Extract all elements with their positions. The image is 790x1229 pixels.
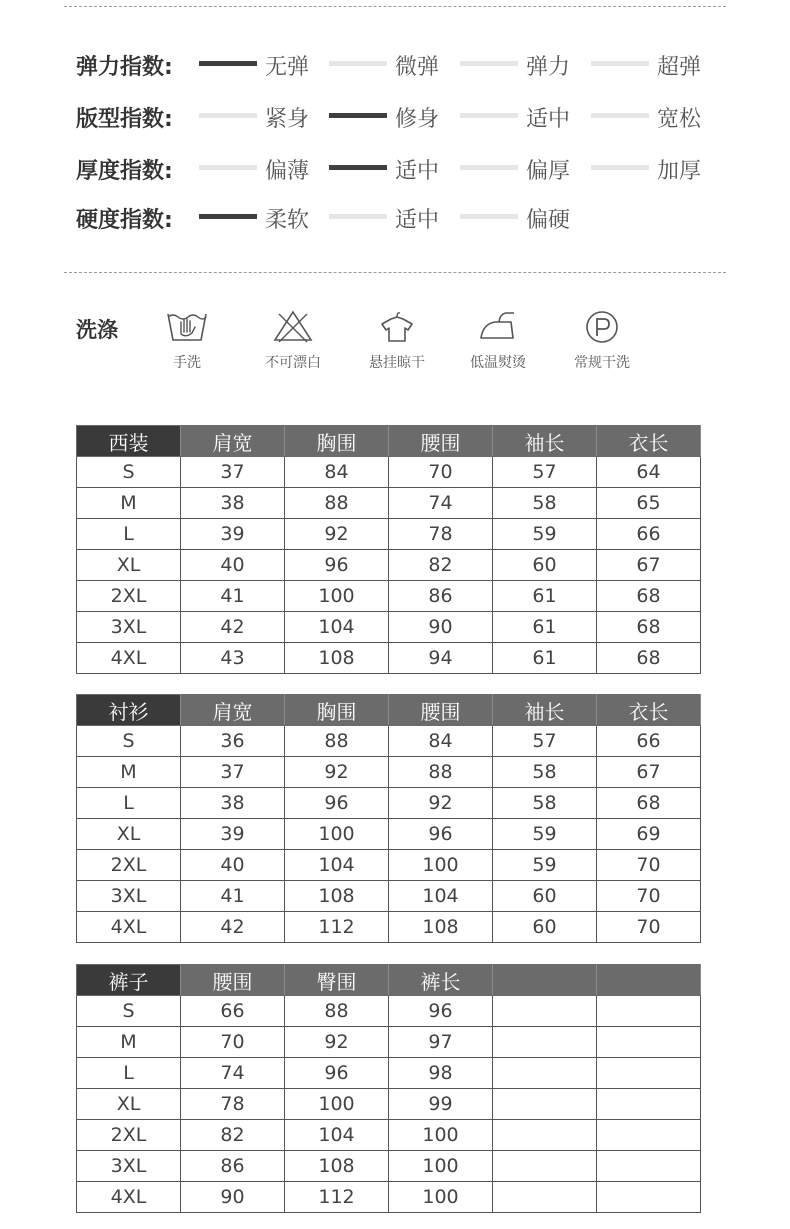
level-bar (460, 214, 518, 219)
measurement-cell (597, 1151, 701, 1182)
measurement-cell: 90 (181, 1182, 285, 1213)
measurement-cell: 88 (389, 757, 493, 788)
measurement-cell: 104 (285, 850, 389, 881)
size-cell: M (77, 757, 181, 788)
measurement-cell: 37 (181, 757, 285, 788)
measurement-cell: 74 (181, 1058, 285, 1089)
measurement-cell: 112 (285, 912, 389, 943)
measurement-cell: 70 (597, 850, 701, 881)
level-bar (460, 61, 518, 66)
index-option: 超弹 (657, 55, 702, 80)
table-row (77, 1027, 701, 1058)
measurement-cell (597, 1089, 701, 1120)
index-option: 适中 (526, 107, 571, 132)
size-cell: M (77, 488, 181, 519)
column-header (493, 965, 597, 996)
measurement-cell: 78 (389, 519, 493, 550)
measurement-cell: 61 (493, 612, 597, 643)
size-cell: S (77, 726, 181, 757)
column-header: 衣长 (597, 426, 701, 457)
measurement-cell: 36 (181, 726, 285, 757)
hand-wash-icon (164, 308, 210, 344)
measurement-cell: 60 (493, 550, 597, 581)
measurement-cell: 98 (389, 1058, 493, 1089)
size-cell: 3XL (77, 881, 181, 912)
table-row (77, 912, 701, 943)
measurement-cell: 59 (493, 819, 597, 850)
measurement-cell: 41 (181, 881, 285, 912)
measurement-cell: 97 (389, 1027, 493, 1058)
table-row (77, 996, 701, 1027)
table-row (77, 1058, 701, 1089)
index-option: 宽松 (657, 107, 702, 132)
measurement-cell: 88 (285, 726, 389, 757)
measurement-cell: 67 (597, 550, 701, 581)
measurement-cell: 61 (493, 581, 597, 612)
measurement-cell (493, 1120, 597, 1151)
measurement-cell: 58 (493, 757, 597, 788)
measurement-cell: 82 (181, 1120, 285, 1151)
measurement-cell: 88 (285, 488, 389, 519)
table-row (77, 488, 701, 519)
measurement-cell: 60 (493, 912, 597, 943)
measurement-cell: 78 (181, 1089, 285, 1120)
dry-clean-icon (579, 308, 625, 344)
measurement-cell: 100 (389, 1120, 493, 1151)
measurement-cell: 108 (285, 881, 389, 912)
measurement-cell: 66 (597, 726, 701, 757)
size-cell: M (77, 1027, 181, 1058)
measurement-cell: 37 (181, 457, 285, 488)
measurement-cell: 84 (285, 457, 389, 488)
measurement-cell: 96 (389, 819, 493, 850)
measurement-cell: 104 (285, 612, 389, 643)
index-row (0, 96, 790, 136)
index-label: 弹力指数: (76, 55, 173, 80)
measurement-cell: 67 (597, 757, 701, 788)
index-option: 偏硬 (526, 208, 571, 233)
measurement-cell: 96 (285, 1058, 389, 1089)
measurement-cell: 43 (181, 643, 285, 674)
measurement-cell: 57 (493, 457, 597, 488)
measurement-cell: 96 (285, 788, 389, 819)
measurement-cell: 92 (285, 1027, 389, 1058)
measurement-cell: 94 (389, 643, 493, 674)
table-row (77, 612, 701, 643)
wash-item-dry-clean (557, 308, 647, 372)
level-bar (329, 214, 387, 219)
measurement-cell: 108 (389, 912, 493, 943)
measurement-cell: 100 (389, 1151, 493, 1182)
measurement-cell (597, 1120, 701, 1151)
wash-label-low-iron: 低温熨烫 (470, 355, 526, 371)
wash-label-hand: 手洗 (173, 355, 201, 371)
index-option: 微弹 (395, 55, 440, 80)
measurement-cell: 90 (389, 612, 493, 643)
measurement-cell: 92 (285, 757, 389, 788)
index-option: 适中 (395, 208, 440, 233)
table-row (77, 788, 701, 819)
measurement-cell (597, 1058, 701, 1089)
measurement-cell: 92 (285, 519, 389, 550)
column-header: 衣长 (597, 695, 701, 726)
column-header: 衬衫 (77, 695, 181, 726)
level-bar (591, 113, 649, 118)
measurement-cell: 84 (389, 726, 493, 757)
table-row (77, 757, 701, 788)
table-row (77, 726, 701, 757)
measurement-cell (493, 1151, 597, 1182)
measurement-cell: 100 (285, 819, 389, 850)
size-cell: 2XL (77, 581, 181, 612)
measurement-cell: 96 (285, 550, 389, 581)
size-cell: 4XL (77, 912, 181, 943)
index-label: 硬度指数: (76, 208, 173, 233)
measurement-cell: 61 (493, 643, 597, 674)
wash-item-no-bleach (248, 308, 338, 372)
measurement-cell: 38 (181, 788, 285, 819)
table-header-row (77, 426, 701, 457)
index-option: 紧身 (265, 107, 310, 132)
index-option: 柔软 (265, 208, 310, 233)
column-header: 肩宽 (181, 695, 285, 726)
index-option: 加厚 (657, 159, 702, 184)
column-header: 裤子 (77, 965, 181, 996)
size-cell: XL (77, 819, 181, 850)
measurement-cell: 38 (181, 488, 285, 519)
measurement-cell (493, 1027, 597, 1058)
level-bar (199, 165, 257, 170)
table-header-row (77, 965, 701, 996)
size-cell: 2XL (77, 1120, 181, 1151)
table-row (77, 1089, 701, 1120)
table-row (77, 850, 701, 881)
column-header (597, 965, 701, 996)
measurement-cell: 60 (493, 881, 597, 912)
measurement-cell (597, 1027, 701, 1058)
size-cell: XL (77, 1089, 181, 1120)
level-bar (199, 113, 257, 118)
measurement-cell: 86 (389, 581, 493, 612)
measurement-cell: 92 (389, 788, 493, 819)
pants-size-table (76, 964, 701, 1213)
table-row (77, 881, 701, 912)
measurement-cell: 68 (597, 581, 701, 612)
measurement-cell: 100 (389, 850, 493, 881)
column-header: 袖长 (493, 695, 597, 726)
wash-label-no-bleach: 不可漂白 (265, 355, 321, 371)
no-bleach-icon (270, 308, 316, 344)
measurement-cell: 99 (389, 1089, 493, 1120)
index-label: 版型指数: (76, 107, 173, 132)
size-cell: L (77, 519, 181, 550)
measurement-cell: 40 (181, 550, 285, 581)
table-row (77, 550, 701, 581)
level-bar (460, 113, 518, 118)
measurement-cell: 40 (181, 850, 285, 881)
measurement-cell (597, 996, 701, 1027)
size-cell: 4XL (77, 643, 181, 674)
measurement-cell: 70 (597, 912, 701, 943)
measurement-cell (597, 1182, 701, 1213)
suit-size-table (76, 425, 701, 674)
measurement-cell: 104 (285, 1120, 389, 1151)
size-cell: L (77, 1058, 181, 1089)
measurement-cell (493, 1182, 597, 1213)
wash-item-hand (142, 308, 232, 372)
measurement-cell: 59 (493, 519, 597, 550)
index-row (0, 148, 790, 188)
hang-dry-icon (374, 308, 420, 344)
measurement-cell: 68 (597, 643, 701, 674)
measurement-cell: 108 (285, 1151, 389, 1182)
measurement-cell (493, 1089, 597, 1120)
measurement-cell: 39 (181, 819, 285, 850)
selected-level-bar (329, 113, 387, 118)
index-option: 适中 (395, 159, 440, 184)
low-iron-icon (475, 308, 521, 344)
measurement-cell: 41 (181, 581, 285, 612)
level-bar (329, 61, 387, 66)
index-row (0, 44, 790, 84)
measurement-cell: 64 (597, 457, 701, 488)
index-option: 偏薄 (265, 159, 310, 184)
column-header: 裤长 (389, 965, 493, 996)
measurement-cell: 39 (181, 519, 285, 550)
measurement-cell: 68 (597, 612, 701, 643)
size-cell: S (77, 457, 181, 488)
measurement-cell: 42 (181, 912, 285, 943)
wash-label-hang-dry: 悬挂晾干 (369, 355, 425, 371)
table-row (77, 819, 701, 850)
wash-label-dry-clean: 常规干洗 (574, 355, 630, 371)
measurement-cell (493, 996, 597, 1027)
measurement-cell: 58 (493, 488, 597, 519)
measurement-cell: 42 (181, 612, 285, 643)
index-option: 无弹 (265, 55, 310, 80)
wash-item-low-iron (453, 308, 543, 372)
table-row (77, 643, 701, 674)
measurement-cell: 59 (493, 850, 597, 881)
column-header: 腰围 (181, 965, 285, 996)
measurement-cell: 57 (493, 726, 597, 757)
size-cell: 3XL (77, 612, 181, 643)
measurement-cell: 82 (389, 550, 493, 581)
washing-title: 洗涤 (76, 318, 118, 342)
measurement-cell: 74 (389, 488, 493, 519)
level-bar (591, 165, 649, 170)
measurement-cell: 69 (597, 819, 701, 850)
measurement-cell: 100 (285, 581, 389, 612)
column-header: 胸围 (285, 426, 389, 457)
measurement-cell: 112 (285, 1182, 389, 1213)
table-row (77, 519, 701, 550)
measurement-cell: 58 (493, 788, 597, 819)
table-header-row (77, 695, 701, 726)
table-row (77, 457, 701, 488)
measurement-cell: 70 (389, 457, 493, 488)
index-row (0, 197, 790, 237)
column-header: 臀围 (285, 965, 389, 996)
measurement-cell: 66 (181, 996, 285, 1027)
selected-level-bar (199, 214, 257, 219)
level-bar (591, 61, 649, 66)
selected-level-bar (329, 165, 387, 170)
table-row (77, 1120, 701, 1151)
measurement-cell: 108 (285, 643, 389, 674)
column-header: 肩宽 (181, 426, 285, 457)
size-cell: XL (77, 550, 181, 581)
measurement-cell: 100 (285, 1089, 389, 1120)
size-cell: 3XL (77, 1151, 181, 1182)
size-cell: L (77, 788, 181, 819)
column-header: 腰围 (389, 426, 493, 457)
measurement-cell: 86 (181, 1151, 285, 1182)
index-option: 修身 (395, 107, 440, 132)
level-bar (460, 165, 518, 170)
column-header: 袖长 (493, 426, 597, 457)
wash-item-hang-dry (352, 308, 442, 372)
measurement-cell (493, 1058, 597, 1089)
index-label: 厚度指数: (76, 159, 173, 184)
measurement-cell: 66 (597, 519, 701, 550)
index-option: 偏厚 (526, 159, 571, 184)
column-header: 腰围 (389, 695, 493, 726)
size-cell: S (77, 996, 181, 1027)
table-row (77, 1182, 701, 1213)
measurement-cell: 68 (597, 788, 701, 819)
shirt-size-table (76, 694, 701, 943)
measurement-cell: 65 (597, 488, 701, 519)
middle-divider (64, 272, 726, 273)
table-row (77, 581, 701, 612)
size-cell: 4XL (77, 1182, 181, 1213)
measurement-cell: 70 (181, 1027, 285, 1058)
column-header: 西装 (77, 426, 181, 457)
measurement-cell: 104 (389, 881, 493, 912)
measurement-cell: 100 (389, 1182, 493, 1213)
column-header: 胸围 (285, 695, 389, 726)
measurement-cell: 70 (597, 881, 701, 912)
measurement-cell: 88 (285, 996, 389, 1027)
top-divider (64, 6, 726, 7)
selected-level-bar (199, 61, 257, 66)
measurement-cell: 96 (389, 996, 493, 1027)
size-cell: 2XL (77, 850, 181, 881)
index-option: 弹力 (526, 55, 571, 80)
table-row (77, 1151, 701, 1182)
